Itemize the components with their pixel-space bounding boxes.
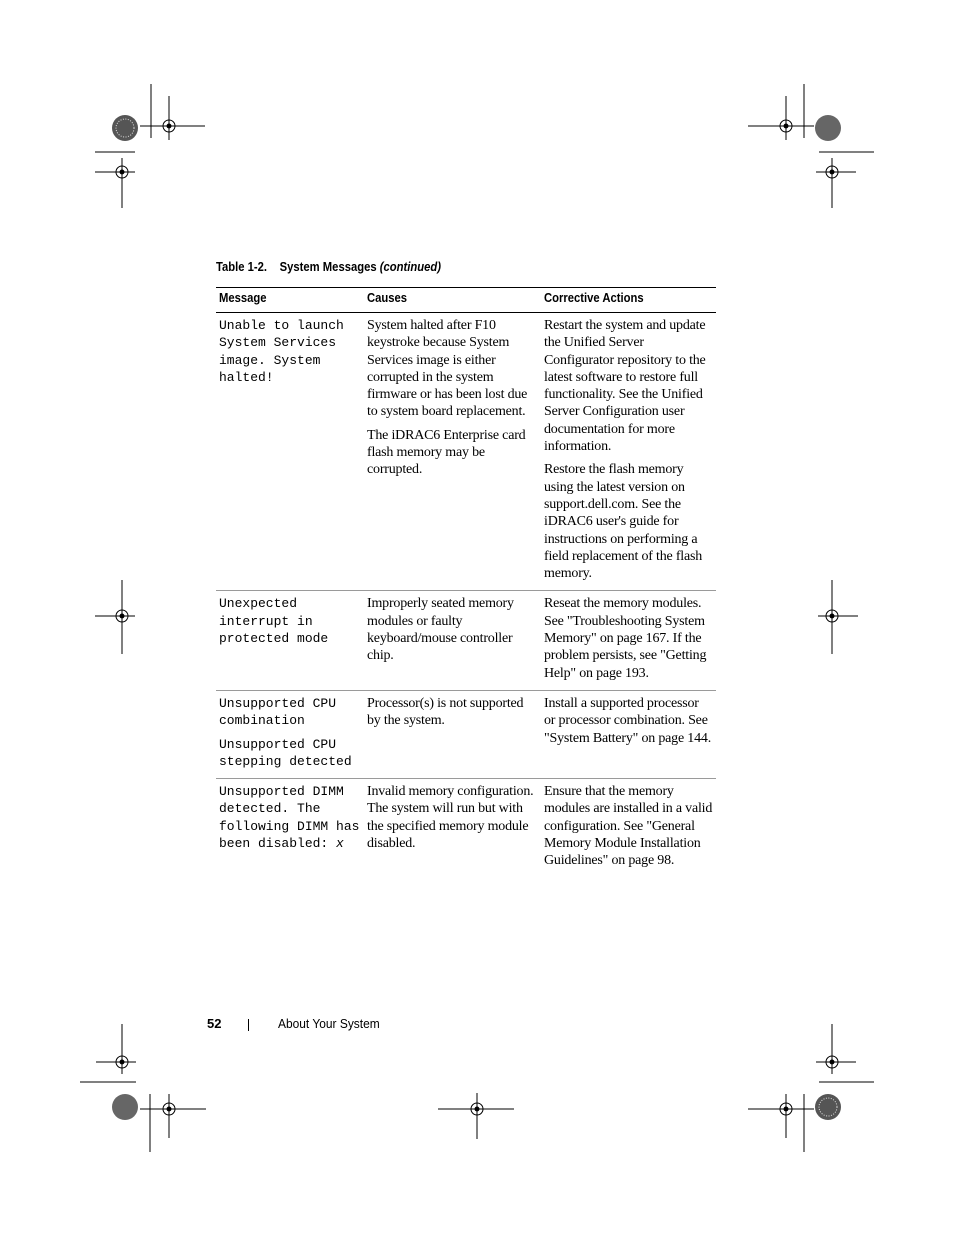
column-header-causes: Causes: [364, 288, 541, 313]
cause-text: System halted after F10 keystroke because System Services image is either corrupted in the system firmware or has been lost due to system board replacement.: [367, 318, 528, 420]
causes-cell: [364, 779, 541, 878]
action-text: Restore the flash memory using the latest version on support.dell.com. See the iDRAC6 user's guide for instructions on performing a field replacement of the flash memory.: [544, 462, 703, 582]
actions-cell: [541, 779, 716, 878]
table-caption-label: Table 1-2.: [216, 260, 268, 274]
registration-mark-mid-right-icon: [816, 578, 866, 658]
message-cell: [216, 313, 364, 591]
message-text: Unsupported CPU combination: [219, 695, 337, 729]
registration-mark-bottom-right-icon: [740, 1024, 880, 1154]
causes-cell: [364, 690, 541, 778]
action-text: Install a supported processor or processor combination. See "System Battery" on page 144.: [544, 695, 711, 746]
actions-cell: [541, 313, 716, 591]
actions-cell: [541, 690, 716, 778]
section-title: About Your System: [278, 1016, 380, 1031]
registration-mark-top-right-icon: [740, 80, 880, 210]
registration-mark-mid-left-icon: [95, 578, 145, 658]
table-header-row: [216, 288, 716, 313]
action-text: Restart the system and update the Unified Server Configurator repository to the latest software to restore full functionality. See the Unified Server Configuration user documentation for more information.: [544, 318, 706, 455]
table-row: [216, 313, 716, 591]
cause-text: Invalid memory configuration. The system will run but with the specified memory module disabled.: [367, 784, 534, 852]
table-row: [216, 591, 716, 690]
message-cell: [216, 591, 364, 690]
cause-text: The iDRAC6 Enterprise card flash memory may be corrupted.: [367, 427, 526, 478]
causes-cell: [364, 591, 541, 690]
action-text: Ensure that the memory modules are installed in a valid configuration. See "General Memory Module Installation Guidelines" on page 98.: [544, 784, 713, 869]
table-caption: [216, 260, 441, 274]
table-row: [216, 779, 716, 878]
table-caption-title: System Messages: [279, 260, 377, 274]
message-cell: [216, 690, 364, 778]
message-text: Unexpected interrupt in protected mode: [219, 596, 329, 647]
table-caption-continued: (continued): [379, 260, 441, 274]
cause-text: Processor(s) is not supported by the system.: [367, 695, 524, 729]
system-messages-table: [216, 287, 716, 878]
column-header-message: Message: [216, 288, 364, 313]
table-row: [216, 690, 716, 778]
registration-mark-bottom-left-icon: [80, 1024, 220, 1154]
message-text: Unable to launch System Services image. System halted!: [219, 318, 344, 385]
cause-text: Improperly seated memory modules or faulty keyboard/mouse controller chip.: [367, 596, 514, 664]
footer-divider: [248, 1019, 249, 1031]
message-text: Unsupported CPU stepping detected: [219, 736, 352, 769]
action-text: Reseat the memory modules. See "Troubleshooting System Memory" on page 167. If the problem persists, see "Getting Help" on page 193.: [544, 596, 707, 681]
message-text: Unsupported DIMM detected. The following DIMM has been disabled: x: [219, 784, 360, 852]
registration-mark-bottom-center-icon: [438, 1085, 518, 1141]
page-number: 52: [207, 1016, 222, 1031]
column-header-corrective-actions: Corrective Actions: [541, 288, 716, 313]
causes-cell: [364, 313, 541, 591]
actions-cell: [541, 591, 716, 690]
message-cell: [216, 779, 364, 878]
registration-mark-top-left-icon: [95, 80, 215, 210]
